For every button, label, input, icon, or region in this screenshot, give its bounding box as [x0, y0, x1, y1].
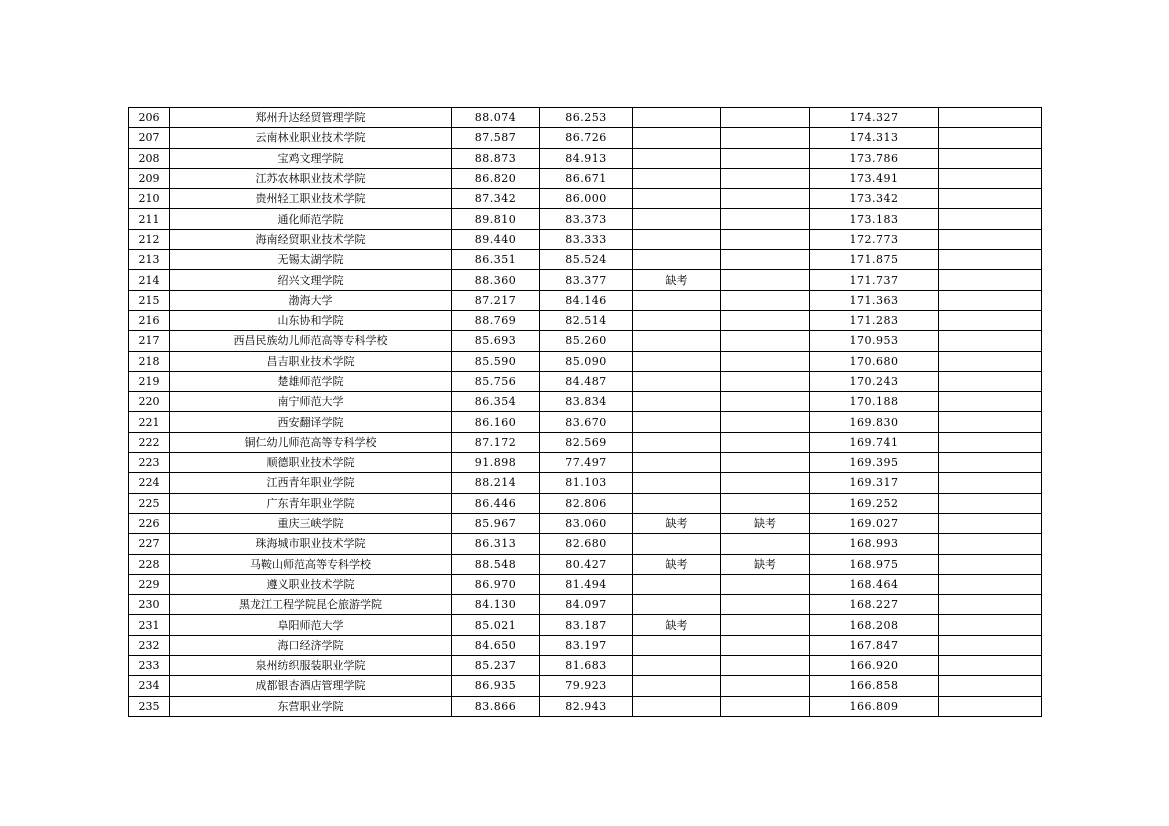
- note-1-cell: [633, 534, 721, 554]
- rank-cell: 218: [129, 351, 170, 371]
- institution-cell: 泉州纺织服装职业学院: [170, 656, 452, 676]
- table-row: [129, 696, 1042, 716]
- institution-cell: 南宁师范大学: [170, 392, 452, 412]
- total-score-cell: 171.363: [810, 290, 939, 310]
- rank-cell: 211: [129, 209, 170, 229]
- institution-cell: 云南林业职业技术学院: [170, 128, 452, 148]
- table-row: [129, 310, 1042, 330]
- note-1-cell: [633, 635, 721, 655]
- institution-cell: 江西青年职业学院: [170, 473, 452, 493]
- score-1-cell: 87.587: [452, 128, 540, 148]
- table-row: [129, 128, 1042, 148]
- total-score-cell: 174.313: [810, 128, 939, 148]
- results-table: [128, 107, 1042, 717]
- total-score-cell: 168.227: [810, 595, 939, 615]
- remark-cell: [939, 493, 1042, 513]
- note-1-cell: [633, 392, 721, 412]
- table-row: [129, 229, 1042, 249]
- remark-cell: [939, 250, 1042, 270]
- score-1-cell: 87.172: [452, 432, 540, 452]
- institution-cell: 海南经贸职业技术学院: [170, 229, 452, 249]
- score-1-cell: 85.756: [452, 371, 540, 391]
- institution-cell: 海口经济学院: [170, 635, 452, 655]
- institution-cell: 西昌民族幼儿师范高等专科学校: [170, 331, 452, 351]
- remark-cell: [939, 331, 1042, 351]
- total-score-cell: 168.208: [810, 615, 939, 635]
- total-score-cell: 172.773: [810, 229, 939, 249]
- score-2-cell: 84.097: [540, 595, 633, 615]
- table-row: [129, 250, 1042, 270]
- note-2-cell: 缺考: [721, 513, 810, 533]
- score-2-cell: 83.373: [540, 209, 633, 229]
- remark-cell: [939, 290, 1042, 310]
- institution-cell: 阜阳师范大学: [170, 615, 452, 635]
- remark-cell: [939, 554, 1042, 574]
- note-2-cell: [721, 656, 810, 676]
- institution-cell: 渤海大学: [170, 290, 452, 310]
- institution-cell: 重庆三峡学院: [170, 513, 452, 533]
- institution-cell: 宝鸡文理学院: [170, 148, 452, 168]
- remark-cell: [939, 534, 1042, 554]
- rank-cell: 208: [129, 148, 170, 168]
- remark-cell: [939, 392, 1042, 412]
- total-score-cell: 168.993: [810, 534, 939, 554]
- note-1-cell: [633, 412, 721, 432]
- note-1-cell: [633, 676, 721, 696]
- score-2-cell: 84.487: [540, 371, 633, 391]
- rank-cell: 233: [129, 656, 170, 676]
- total-score-cell: 167.847: [810, 635, 939, 655]
- note-2-cell: [721, 270, 810, 290]
- score-1-cell: 89.440: [452, 229, 540, 249]
- table-row: [129, 331, 1042, 351]
- total-score-cell: 173.183: [810, 209, 939, 229]
- note-1-cell: [633, 656, 721, 676]
- note-2-cell: [721, 310, 810, 330]
- note-1-cell: [633, 148, 721, 168]
- score-1-cell: 86.446: [452, 493, 540, 513]
- remark-cell: [939, 412, 1042, 432]
- score-2-cell: 77.497: [540, 453, 633, 473]
- total-score-cell: 174.327: [810, 108, 939, 128]
- note-2-cell: [721, 595, 810, 615]
- table-row: [129, 676, 1042, 696]
- rank-cell: 219: [129, 371, 170, 391]
- score-1-cell: 86.935: [452, 676, 540, 696]
- institution-cell: 昌吉职业技术学院: [170, 351, 452, 371]
- institution-cell: 贵州轻工职业技术学院: [170, 189, 452, 209]
- rank-cell: 226: [129, 513, 170, 533]
- total-score-cell: 166.809: [810, 696, 939, 716]
- total-score-cell: 166.858: [810, 676, 939, 696]
- table-row: [129, 656, 1042, 676]
- institution-cell: 铜仁幼儿师范高等专科学校: [170, 432, 452, 452]
- note-2-cell: [721, 189, 810, 209]
- total-score-cell: 169.395: [810, 453, 939, 473]
- note-1-cell: 缺考: [633, 513, 721, 533]
- total-score-cell: 169.741: [810, 432, 939, 452]
- score-2-cell: 81.683: [540, 656, 633, 676]
- total-score-cell: 173.491: [810, 168, 939, 188]
- rank-cell: 220: [129, 392, 170, 412]
- remark-cell: [939, 229, 1042, 249]
- total-score-cell: 168.464: [810, 574, 939, 594]
- note-2-cell: [721, 635, 810, 655]
- institution-cell: 江苏农林职业技术学院: [170, 168, 452, 188]
- score-2-cell: 83.834: [540, 392, 633, 412]
- institution-cell: 无锡太湖学院: [170, 250, 452, 270]
- score-1-cell: 86.820: [452, 168, 540, 188]
- score-2-cell: 79.923: [540, 676, 633, 696]
- score-2-cell: 83.187: [540, 615, 633, 635]
- note-1-cell: [633, 371, 721, 391]
- remark-cell: [939, 168, 1042, 188]
- institution-cell: 山东协和学院: [170, 310, 452, 330]
- institution-cell: 遵义职业技术学院: [170, 574, 452, 594]
- note-2-cell: [721, 574, 810, 594]
- rank-cell: 234: [129, 676, 170, 696]
- total-score-cell: 169.830: [810, 412, 939, 432]
- score-2-cell: 82.569: [540, 432, 633, 452]
- score-2-cell: 82.943: [540, 696, 633, 716]
- remark-cell: [939, 128, 1042, 148]
- remark-cell: [939, 351, 1042, 371]
- table-row: [129, 371, 1042, 391]
- rank-cell: 222: [129, 432, 170, 452]
- total-score-cell: 170.680: [810, 351, 939, 371]
- institution-cell: 郑州升达经贸管理学院: [170, 108, 452, 128]
- total-score-cell: 169.252: [810, 493, 939, 513]
- rank-cell: 223: [129, 453, 170, 473]
- score-2-cell: 85.524: [540, 250, 633, 270]
- rank-cell: 210: [129, 189, 170, 209]
- score-1-cell: 86.160: [452, 412, 540, 432]
- note-1-cell: [633, 696, 721, 716]
- total-score-cell: 171.737: [810, 270, 939, 290]
- table-row: [129, 270, 1042, 290]
- total-score-cell: 173.342: [810, 189, 939, 209]
- total-score-cell: 168.975: [810, 554, 939, 574]
- score-2-cell: 86.000: [540, 189, 633, 209]
- total-score-cell: 166.920: [810, 656, 939, 676]
- remark-cell: [939, 371, 1042, 391]
- total-score-cell: 171.283: [810, 310, 939, 330]
- remark-cell: [939, 108, 1042, 128]
- score-2-cell: 81.494: [540, 574, 633, 594]
- score-2-cell: 83.333: [540, 229, 633, 249]
- score-2-cell: 83.670: [540, 412, 633, 432]
- remark-cell: [939, 473, 1042, 493]
- table-row: [129, 148, 1042, 168]
- note-1-cell: [633, 250, 721, 270]
- score-2-cell: 83.377: [540, 270, 633, 290]
- table-row: [129, 513, 1042, 533]
- table-row: [129, 534, 1042, 554]
- score-1-cell: 89.810: [452, 209, 540, 229]
- total-score-cell: 170.953: [810, 331, 939, 351]
- table-row: [129, 412, 1042, 432]
- institution-cell: 西安翻译学院: [170, 412, 452, 432]
- score-1-cell: 85.021: [452, 615, 540, 635]
- note-2-cell: [721, 168, 810, 188]
- remark-cell: [939, 270, 1042, 290]
- remark-cell: [939, 209, 1042, 229]
- remark-cell: [939, 676, 1042, 696]
- note-2-cell: [721, 534, 810, 554]
- note-1-cell: [633, 310, 721, 330]
- table-row: [129, 168, 1042, 188]
- remark-cell: [939, 148, 1042, 168]
- score-1-cell: 88.548: [452, 554, 540, 574]
- note-1-cell: 缺考: [633, 615, 721, 635]
- score-2-cell: 83.197: [540, 635, 633, 655]
- rank-cell: 231: [129, 615, 170, 635]
- table-row: [129, 392, 1042, 412]
- remark-cell: [939, 189, 1042, 209]
- table-row: [129, 453, 1042, 473]
- institution-cell: 楚雄师范学院: [170, 371, 452, 391]
- rank-cell: 229: [129, 574, 170, 594]
- rank-cell: 213: [129, 250, 170, 270]
- note-2-cell: [721, 493, 810, 513]
- note-1-cell: [633, 168, 721, 188]
- note-1-cell: [633, 493, 721, 513]
- remark-cell: [939, 615, 1042, 635]
- note-2-cell: [721, 392, 810, 412]
- note-2-cell: [721, 351, 810, 371]
- note-1-cell: [633, 290, 721, 310]
- total-score-cell: 170.243: [810, 371, 939, 391]
- institution-cell: 绍兴文理学院: [170, 270, 452, 290]
- score-2-cell: 82.514: [540, 310, 633, 330]
- note-2-cell: [721, 473, 810, 493]
- total-score-cell: 169.027: [810, 513, 939, 533]
- table-row: [129, 493, 1042, 513]
- institution-cell: 广东青年职业学院: [170, 493, 452, 513]
- score-1-cell: 91.898: [452, 453, 540, 473]
- score-2-cell: 85.260: [540, 331, 633, 351]
- table-row: [129, 595, 1042, 615]
- rank-cell: 230: [129, 595, 170, 615]
- table-row: [129, 635, 1042, 655]
- rank-cell: 228: [129, 554, 170, 574]
- table-row: [129, 209, 1042, 229]
- score-1-cell: 85.237: [452, 656, 540, 676]
- rank-cell: 235: [129, 696, 170, 716]
- note-1-cell: 缺考: [633, 554, 721, 574]
- note-1-cell: [633, 189, 721, 209]
- institution-cell: 马鞍山师范高等专科学校: [170, 554, 452, 574]
- rank-cell: 224: [129, 473, 170, 493]
- institution-cell: 黑龙江工程学院昆仑旅游学院: [170, 595, 452, 615]
- score-2-cell: 81.103: [540, 473, 633, 493]
- results-table-body: [129, 108, 1042, 717]
- note-1-cell: [633, 209, 721, 229]
- rank-cell: 217: [129, 331, 170, 351]
- table-row: [129, 554, 1042, 574]
- rank-cell: 214: [129, 270, 170, 290]
- rank-cell: 206: [129, 108, 170, 128]
- note-2-cell: 缺考: [721, 554, 810, 574]
- total-score-cell: 173.786: [810, 148, 939, 168]
- rank-cell: 207: [129, 128, 170, 148]
- note-2-cell: [721, 108, 810, 128]
- score-1-cell: 86.313: [452, 534, 540, 554]
- note-1-cell: [633, 574, 721, 594]
- rank-cell: 225: [129, 493, 170, 513]
- note-1-cell: [633, 595, 721, 615]
- remark-cell: [939, 656, 1042, 676]
- note-2-cell: [721, 615, 810, 635]
- score-1-cell: 86.351: [452, 250, 540, 270]
- total-score-cell: 170.188: [810, 392, 939, 412]
- rank-cell: 215: [129, 290, 170, 310]
- score-1-cell: 83.866: [452, 696, 540, 716]
- score-1-cell: 86.970: [452, 574, 540, 594]
- institution-cell: 成都银杏酒店管理学院: [170, 676, 452, 696]
- remark-cell: [939, 574, 1042, 594]
- table-row: [129, 473, 1042, 493]
- score-2-cell: 84.913: [540, 148, 633, 168]
- note-1-cell: [633, 432, 721, 452]
- note-2-cell: [721, 250, 810, 270]
- remark-cell: [939, 432, 1042, 452]
- score-2-cell: 86.671: [540, 168, 633, 188]
- score-1-cell: 87.217: [452, 290, 540, 310]
- score-1-cell: 88.873: [452, 148, 540, 168]
- note-2-cell: [721, 676, 810, 696]
- note-2-cell: [721, 432, 810, 452]
- note-2-cell: [721, 412, 810, 432]
- note-1-cell: [633, 128, 721, 148]
- rank-cell: 227: [129, 534, 170, 554]
- note-1-cell: [633, 453, 721, 473]
- remark-cell: [939, 453, 1042, 473]
- table-row: [129, 290, 1042, 310]
- note-2-cell: [721, 453, 810, 473]
- note-1-cell: 缺考: [633, 270, 721, 290]
- score-2-cell: 86.726: [540, 128, 633, 148]
- note-1-cell: [633, 229, 721, 249]
- note-1-cell: [633, 351, 721, 371]
- score-2-cell: 82.680: [540, 534, 633, 554]
- score-1-cell: 84.650: [452, 635, 540, 655]
- score-1-cell: 85.693: [452, 331, 540, 351]
- rank-cell: 232: [129, 635, 170, 655]
- score-1-cell: 85.967: [452, 513, 540, 533]
- remark-cell: [939, 635, 1042, 655]
- remark-cell: [939, 595, 1042, 615]
- score-1-cell: 84.130: [452, 595, 540, 615]
- rank-cell: 221: [129, 412, 170, 432]
- institution-cell: 珠海城市职业技术学院: [170, 534, 452, 554]
- total-score-cell: 169.317: [810, 473, 939, 493]
- rank-cell: 212: [129, 229, 170, 249]
- institution-cell: 顺德职业技术学院: [170, 453, 452, 473]
- institution-cell: 通化师范学院: [170, 209, 452, 229]
- score-2-cell: 80.427: [540, 554, 633, 574]
- note-2-cell: [721, 209, 810, 229]
- remark-cell: [939, 513, 1042, 533]
- score-2-cell: 84.146: [540, 290, 633, 310]
- note-1-cell: [633, 331, 721, 351]
- note-1-cell: [633, 108, 721, 128]
- table-row: [129, 615, 1042, 635]
- table-row: [129, 432, 1042, 452]
- note-2-cell: [721, 371, 810, 391]
- score-1-cell: 87.342: [452, 189, 540, 209]
- score-1-cell: 86.354: [452, 392, 540, 412]
- score-1-cell: 88.074: [452, 108, 540, 128]
- remark-cell: [939, 310, 1042, 330]
- table-row: [129, 574, 1042, 594]
- table-row: [129, 351, 1042, 371]
- score-1-cell: 88.214: [452, 473, 540, 493]
- table-row: [129, 108, 1042, 128]
- score-2-cell: 85.090: [540, 351, 633, 371]
- total-score-cell: 171.875: [810, 250, 939, 270]
- note-2-cell: [721, 331, 810, 351]
- score-2-cell: 83.060: [540, 513, 633, 533]
- table-row: [129, 189, 1042, 209]
- rank-cell: 209: [129, 168, 170, 188]
- note-2-cell: [721, 229, 810, 249]
- note-2-cell: [721, 148, 810, 168]
- note-2-cell: [721, 696, 810, 716]
- score-1-cell: 88.769: [452, 310, 540, 330]
- score-1-cell: 85.590: [452, 351, 540, 371]
- note-2-cell: [721, 128, 810, 148]
- score-2-cell: 86.253: [540, 108, 633, 128]
- score-1-cell: 88.360: [452, 270, 540, 290]
- note-2-cell: [721, 290, 810, 310]
- remark-cell: [939, 696, 1042, 716]
- score-2-cell: 82.806: [540, 493, 633, 513]
- institution-cell: 东营职业学院: [170, 696, 452, 716]
- rank-cell: 216: [129, 310, 170, 330]
- note-1-cell: [633, 473, 721, 493]
